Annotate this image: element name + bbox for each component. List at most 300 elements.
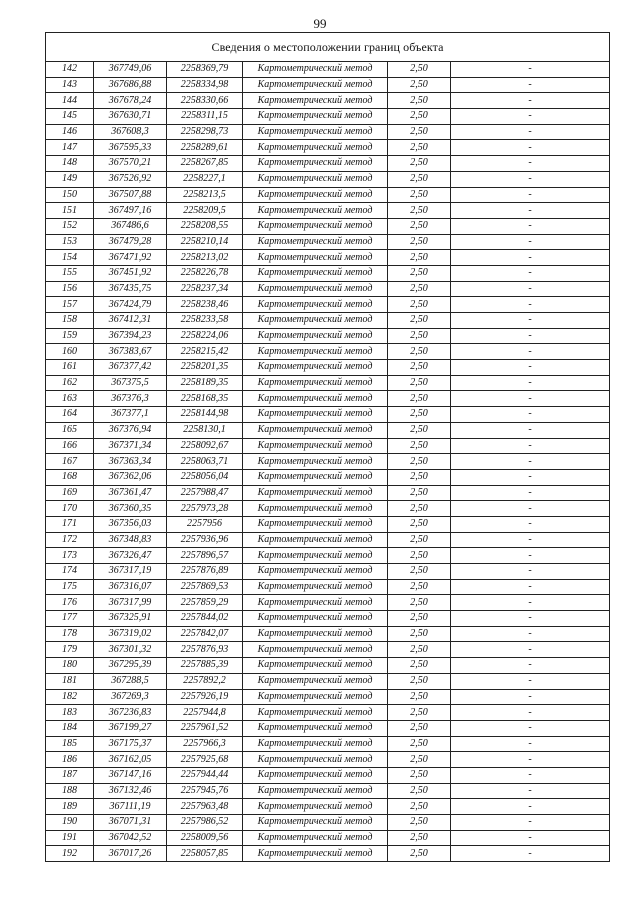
description-cell: - — [451, 203, 610, 219]
y-coordinate-cell: 2258063,71 — [167, 454, 243, 470]
x-coordinate-cell: 367497,16 — [94, 203, 167, 219]
method-cell: Картометрический метод — [243, 218, 388, 234]
table-row — [46, 611, 610, 627]
table-row — [46, 846, 610, 862]
x-coordinate-cell: 367376,94 — [94, 422, 167, 438]
description-cell: - — [451, 281, 610, 297]
table-row — [46, 124, 610, 140]
point-number-cell: 176 — [46, 595, 94, 611]
y-coordinate-cell: 2258092,67 — [167, 438, 243, 454]
accuracy-cell: 2,50 — [388, 752, 451, 768]
description-cell: - — [451, 407, 610, 423]
description-cell: - — [451, 658, 610, 674]
description-cell: - — [451, 187, 610, 203]
point-number-cell: 168 — [46, 469, 94, 485]
accuracy-cell: 2,50 — [388, 297, 451, 313]
description-cell: - — [451, 736, 610, 752]
y-coordinate-cell: 2258330,66 — [167, 93, 243, 109]
x-coordinate-cell: 367288,5 — [94, 673, 167, 689]
point-number-cell: 160 — [46, 344, 94, 360]
x-coordinate-cell: 367132,46 — [94, 783, 167, 799]
x-coordinate-cell: 367383,67 — [94, 344, 167, 360]
method-cell: Картометрический метод — [243, 579, 388, 595]
method-cell: Картометрический метод — [243, 391, 388, 407]
point-number-cell: 190 — [46, 815, 94, 831]
table-row — [46, 799, 610, 815]
x-coordinate-cell: 367356,03 — [94, 516, 167, 532]
description-cell: - — [451, 626, 610, 642]
boundary-table-body — [46, 33, 610, 862]
point-number-cell: 154 — [46, 250, 94, 266]
description-cell: - — [451, 265, 610, 281]
accuracy-cell: 2,50 — [388, 501, 451, 517]
description-cell: - — [451, 595, 610, 611]
x-coordinate-cell: 367749,06 — [94, 62, 167, 78]
table-row — [46, 485, 610, 501]
y-coordinate-cell: 2257844,02 — [167, 611, 243, 627]
y-coordinate-cell: 2257956 — [167, 516, 243, 532]
y-coordinate-cell: 2257925,68 — [167, 752, 243, 768]
table-row — [46, 265, 610, 281]
method-cell: Картометрический метод — [243, 658, 388, 674]
method-cell: Картометрический метод — [243, 438, 388, 454]
method-cell: Картометрический метод — [243, 485, 388, 501]
method-cell: Картометрический метод — [243, 469, 388, 485]
accuracy-cell: 2,50 — [388, 109, 451, 125]
method-cell: Картометрический метод — [243, 532, 388, 548]
point-number-cell: 164 — [46, 407, 94, 423]
method-cell: Картометрический метод — [243, 830, 388, 846]
x-coordinate-cell: 367526,92 — [94, 171, 167, 187]
description-cell: - — [451, 422, 610, 438]
x-coordinate-cell: 367471,92 — [94, 250, 167, 266]
description-cell: - — [451, 548, 610, 564]
accuracy-cell: 2,50 — [388, 156, 451, 172]
method-cell: Картометрический метод — [243, 265, 388, 281]
table-title: Сведения о местоположении границ объекта — [46, 33, 610, 62]
x-coordinate-cell: 367317,99 — [94, 595, 167, 611]
x-coordinate-cell: 367042,52 — [94, 830, 167, 846]
method-cell: Картометрический метод — [243, 611, 388, 627]
x-coordinate-cell: 367360,35 — [94, 501, 167, 517]
method-cell: Картометрический метод — [243, 62, 388, 78]
method-cell: Картометрический метод — [243, 328, 388, 344]
point-number-cell: 180 — [46, 658, 94, 674]
y-coordinate-cell: 2257945,76 — [167, 783, 243, 799]
point-number-cell: 157 — [46, 297, 94, 313]
table-row — [46, 438, 610, 454]
y-coordinate-cell: 2257944,8 — [167, 705, 243, 721]
description-cell: - — [451, 218, 610, 234]
table-row — [46, 187, 610, 203]
y-coordinate-cell: 2258227,1 — [167, 171, 243, 187]
y-coordinate-cell: 2257988,47 — [167, 485, 243, 501]
description-cell: - — [451, 156, 610, 172]
y-coordinate-cell: 2257876,93 — [167, 642, 243, 658]
table-row — [46, 328, 610, 344]
x-coordinate-cell: 367412,31 — [94, 313, 167, 329]
description-cell: - — [451, 846, 610, 862]
point-number-cell: 178 — [46, 626, 94, 642]
accuracy-cell: 2,50 — [388, 124, 451, 140]
description-cell: - — [451, 250, 610, 266]
point-number-cell: 186 — [46, 752, 94, 768]
x-coordinate-cell: 367435,75 — [94, 281, 167, 297]
description-cell: - — [451, 375, 610, 391]
y-coordinate-cell: 2257986,52 — [167, 815, 243, 831]
x-coordinate-cell: 367507,88 — [94, 187, 167, 203]
accuracy-cell: 2,50 — [388, 736, 451, 752]
table-row — [46, 516, 610, 532]
description-cell: - — [451, 62, 610, 78]
point-number-cell: 144 — [46, 93, 94, 109]
description-cell: - — [451, 611, 610, 627]
table-row — [46, 375, 610, 391]
point-number-cell: 155 — [46, 265, 94, 281]
table-row — [46, 548, 610, 564]
accuracy-cell: 2,50 — [388, 673, 451, 689]
accuracy-cell: 2,50 — [388, 344, 451, 360]
y-coordinate-cell: 2258237,34 — [167, 281, 243, 297]
table-row — [46, 767, 610, 783]
point-number-cell: 149 — [46, 171, 94, 187]
accuracy-cell: 2,50 — [388, 375, 451, 391]
x-coordinate-cell: 367199,27 — [94, 720, 167, 736]
description-cell: - — [451, 313, 610, 329]
description-cell: - — [451, 328, 610, 344]
accuracy-cell: 2,50 — [388, 328, 451, 344]
method-cell: Картометрический метод — [243, 595, 388, 611]
method-cell: Картометрический метод — [243, 736, 388, 752]
y-coordinate-cell: 2257963,48 — [167, 799, 243, 815]
point-number-cell: 163 — [46, 391, 94, 407]
y-coordinate-cell: 2258213,02 — [167, 250, 243, 266]
table-row — [46, 218, 610, 234]
method-cell: Картометрический метод — [243, 140, 388, 156]
x-coordinate-cell: 367608,3 — [94, 124, 167, 140]
table-row — [46, 830, 610, 846]
table-row — [46, 501, 610, 517]
x-coordinate-cell: 367269,3 — [94, 689, 167, 705]
point-number-cell: 177 — [46, 611, 94, 627]
table-row — [46, 579, 610, 595]
point-number-cell: 170 — [46, 501, 94, 517]
table-row — [46, 815, 610, 831]
method-cell: Картометрический метод — [243, 422, 388, 438]
x-coordinate-cell: 367570,21 — [94, 156, 167, 172]
description-cell: - — [451, 501, 610, 517]
page-number: 99 — [313, 16, 327, 31]
point-number-cell: 153 — [46, 234, 94, 250]
x-coordinate-cell: 367325,91 — [94, 611, 167, 627]
accuracy-cell: 2,50 — [388, 140, 451, 156]
description-cell: - — [451, 752, 610, 768]
method-cell: Картометрический метод — [243, 516, 388, 532]
accuracy-cell: 2,50 — [388, 485, 451, 501]
point-number-cell: 187 — [46, 767, 94, 783]
table-row — [46, 626, 610, 642]
point-number-cell: 189 — [46, 799, 94, 815]
x-coordinate-cell: 367301,32 — [94, 642, 167, 658]
method-cell: Картометрический метод — [243, 375, 388, 391]
method-cell: Картометрический метод — [243, 360, 388, 376]
accuracy-cell: 2,50 — [388, 62, 451, 78]
description-cell: - — [451, 469, 610, 485]
method-cell: Картометрический метод — [243, 767, 388, 783]
table-row — [46, 454, 610, 470]
x-coordinate-cell: 367348,83 — [94, 532, 167, 548]
y-coordinate-cell: 2257885,39 — [167, 658, 243, 674]
y-coordinate-cell: 2258311,15 — [167, 109, 243, 125]
y-coordinate-cell: 2257926,19 — [167, 689, 243, 705]
point-number-cell: 158 — [46, 313, 94, 329]
table-row — [46, 171, 610, 187]
accuracy-cell: 2,50 — [388, 250, 451, 266]
y-coordinate-cell: 2258208,55 — [167, 218, 243, 234]
y-coordinate-cell: 2258238,46 — [167, 297, 243, 313]
y-coordinate-cell: 2258215,42 — [167, 344, 243, 360]
description-cell: - — [451, 454, 610, 470]
table-row — [46, 93, 610, 109]
description-cell: - — [451, 438, 610, 454]
accuracy-cell: 2,50 — [388, 689, 451, 705]
description-cell: - — [451, 815, 610, 831]
accuracy-cell: 2,50 — [388, 203, 451, 219]
table-row — [46, 720, 610, 736]
method-cell: Картометрический метод — [243, 407, 388, 423]
table-row — [46, 564, 610, 580]
x-coordinate-cell: 367363,34 — [94, 454, 167, 470]
y-coordinate-cell: 2258009,56 — [167, 830, 243, 846]
x-coordinate-cell: 367595,33 — [94, 140, 167, 156]
y-coordinate-cell: 2258226,78 — [167, 265, 243, 281]
x-coordinate-cell: 367362,06 — [94, 469, 167, 485]
description-cell: - — [451, 564, 610, 580]
point-number-cell: 172 — [46, 532, 94, 548]
point-number-cell: 183 — [46, 705, 94, 721]
method-cell: Картометрический метод — [243, 454, 388, 470]
method-cell: Картометрический метод — [243, 689, 388, 705]
table-row — [46, 658, 610, 674]
table-row — [46, 642, 610, 658]
method-cell: Картометрический метод — [243, 77, 388, 93]
description-cell: - — [451, 767, 610, 783]
x-coordinate-cell: 367319,02 — [94, 626, 167, 642]
point-number-cell: 184 — [46, 720, 94, 736]
x-coordinate-cell: 367147,16 — [94, 767, 167, 783]
description-cell: - — [451, 783, 610, 799]
y-coordinate-cell: 2258130,1 — [167, 422, 243, 438]
description-cell: - — [451, 234, 610, 250]
table-row — [46, 532, 610, 548]
x-coordinate-cell: 367630,71 — [94, 109, 167, 125]
table-row — [46, 736, 610, 752]
point-number-cell: 156 — [46, 281, 94, 297]
y-coordinate-cell: 2257936,96 — [167, 532, 243, 548]
y-coordinate-cell: 2257876,89 — [167, 564, 243, 580]
y-coordinate-cell: 2257892,2 — [167, 673, 243, 689]
table-row — [46, 391, 610, 407]
x-coordinate-cell: 367678,24 — [94, 93, 167, 109]
y-coordinate-cell: 2258168,35 — [167, 391, 243, 407]
table-row — [46, 297, 610, 313]
point-number-cell: 151 — [46, 203, 94, 219]
y-coordinate-cell: 2258267,85 — [167, 156, 243, 172]
x-coordinate-cell: 367479,28 — [94, 234, 167, 250]
boundary-table — [45, 32, 610, 862]
accuracy-cell: 2,50 — [388, 93, 451, 109]
table-row — [46, 422, 610, 438]
point-number-cell: 171 — [46, 516, 94, 532]
table-row — [46, 673, 610, 689]
table-row — [46, 360, 610, 376]
y-coordinate-cell: 2258057,85 — [167, 846, 243, 862]
method-cell: Картометрический метод — [243, 187, 388, 203]
table-row — [46, 407, 610, 423]
x-coordinate-cell: 367175,37 — [94, 736, 167, 752]
table-row — [46, 77, 610, 93]
point-number-cell: 175 — [46, 579, 94, 595]
point-number-cell: 174 — [46, 564, 94, 580]
y-coordinate-cell: 2257944,44 — [167, 767, 243, 783]
point-number-cell: 150 — [46, 187, 94, 203]
accuracy-cell: 2,50 — [388, 830, 451, 846]
description-cell: - — [451, 171, 610, 187]
accuracy-cell: 2,50 — [388, 407, 451, 423]
description-cell: - — [451, 109, 610, 125]
table-row — [46, 689, 610, 705]
accuracy-cell: 2,50 — [388, 454, 451, 470]
method-cell: Картометрический метод — [243, 109, 388, 125]
method-cell: Картометрический метод — [243, 171, 388, 187]
accuracy-cell: 2,50 — [388, 579, 451, 595]
method-cell: Картометрический метод — [243, 564, 388, 580]
description-cell: - — [451, 140, 610, 156]
point-number-cell: 167 — [46, 454, 94, 470]
table-row — [46, 313, 610, 329]
accuracy-cell: 2,50 — [388, 313, 451, 329]
y-coordinate-cell: 2258233,58 — [167, 313, 243, 329]
point-number-cell: 182 — [46, 689, 94, 705]
x-coordinate-cell: 367371,34 — [94, 438, 167, 454]
x-coordinate-cell: 367394,23 — [94, 328, 167, 344]
method-cell: Картометрический метод — [243, 297, 388, 313]
method-cell: Картометрический метод — [243, 783, 388, 799]
description-cell: - — [451, 830, 610, 846]
method-cell: Картометрический метод — [243, 203, 388, 219]
description-cell: - — [451, 689, 610, 705]
table-row — [46, 140, 610, 156]
accuracy-cell: 2,50 — [388, 658, 451, 674]
description-cell: - — [451, 124, 610, 140]
description-cell: - — [451, 642, 610, 658]
description-cell: - — [451, 297, 610, 313]
y-coordinate-cell: 2257966,3 — [167, 736, 243, 752]
table-row — [46, 705, 610, 721]
point-number-cell: 146 — [46, 124, 94, 140]
accuracy-cell: 2,50 — [388, 564, 451, 580]
point-number-cell: 159 — [46, 328, 94, 344]
y-coordinate-cell: 2258144,98 — [167, 407, 243, 423]
y-coordinate-cell: 2258369,79 — [167, 62, 243, 78]
accuracy-cell: 2,50 — [388, 705, 451, 721]
method-cell: Картометрический метод — [243, 250, 388, 266]
accuracy-cell: 2,50 — [388, 720, 451, 736]
accuracy-cell: 2,50 — [388, 469, 451, 485]
y-coordinate-cell: 2258289,61 — [167, 140, 243, 156]
method-cell: Картометрический метод — [243, 93, 388, 109]
description-cell: - — [451, 344, 610, 360]
accuracy-cell: 2,50 — [388, 438, 451, 454]
table-row — [46, 156, 610, 172]
accuracy-cell: 2,50 — [388, 595, 451, 611]
table-row — [46, 109, 610, 125]
table-row — [46, 595, 610, 611]
accuracy-cell: 2,50 — [388, 799, 451, 815]
x-coordinate-cell: 367377,1 — [94, 407, 167, 423]
point-number-cell: 165 — [46, 422, 94, 438]
method-cell: Картометрический метод — [243, 124, 388, 140]
description-cell: - — [451, 485, 610, 501]
method-cell: Картометрический метод — [243, 344, 388, 360]
method-cell: Картометрический метод — [243, 720, 388, 736]
accuracy-cell: 2,50 — [388, 187, 451, 203]
y-coordinate-cell: 2258209,5 — [167, 203, 243, 219]
y-coordinate-cell: 2257842,07 — [167, 626, 243, 642]
method-cell: Картометрический метод — [243, 626, 388, 642]
description-cell: - — [451, 720, 610, 736]
point-number-cell: 191 — [46, 830, 94, 846]
y-coordinate-cell: 2257961,52 — [167, 720, 243, 736]
table-row — [46, 250, 610, 266]
accuracy-cell: 2,50 — [388, 767, 451, 783]
x-coordinate-cell: 367071,31 — [94, 815, 167, 831]
description-cell: - — [451, 532, 610, 548]
accuracy-cell: 2,50 — [388, 422, 451, 438]
x-coordinate-cell: 367236,83 — [94, 705, 167, 721]
point-number-cell: 192 — [46, 846, 94, 862]
x-coordinate-cell: 367686,88 — [94, 77, 167, 93]
y-coordinate-cell: 2258189,35 — [167, 375, 243, 391]
x-coordinate-cell: 367486,6 — [94, 218, 167, 234]
y-coordinate-cell: 2257896,57 — [167, 548, 243, 564]
accuracy-cell: 2,50 — [388, 815, 451, 831]
description-cell: - — [451, 673, 610, 689]
method-cell: Картометрический метод — [243, 548, 388, 564]
point-number-cell: 147 — [46, 140, 94, 156]
point-number-cell: 145 — [46, 109, 94, 125]
point-number-cell: 173 — [46, 548, 94, 564]
x-coordinate-cell: 367162,05 — [94, 752, 167, 768]
y-coordinate-cell: 2257869,53 — [167, 579, 243, 595]
x-coordinate-cell: 367451,92 — [94, 265, 167, 281]
table-row — [46, 344, 610, 360]
x-coordinate-cell: 367017,26 — [94, 846, 167, 862]
description-cell: - — [451, 93, 610, 109]
x-coordinate-cell: 367317,19 — [94, 564, 167, 580]
description-cell: - — [451, 799, 610, 815]
accuracy-cell: 2,50 — [388, 548, 451, 564]
y-coordinate-cell: 2258334,98 — [167, 77, 243, 93]
description-cell: - — [451, 579, 610, 595]
method-cell: Картометрический метод — [243, 815, 388, 831]
table-title-row — [46, 33, 610, 62]
accuracy-cell: 2,50 — [388, 516, 451, 532]
accuracy-cell: 2,50 — [388, 77, 451, 93]
accuracy-cell: 2,50 — [388, 626, 451, 642]
table-row — [46, 469, 610, 485]
y-coordinate-cell: 2257859,29 — [167, 595, 243, 611]
